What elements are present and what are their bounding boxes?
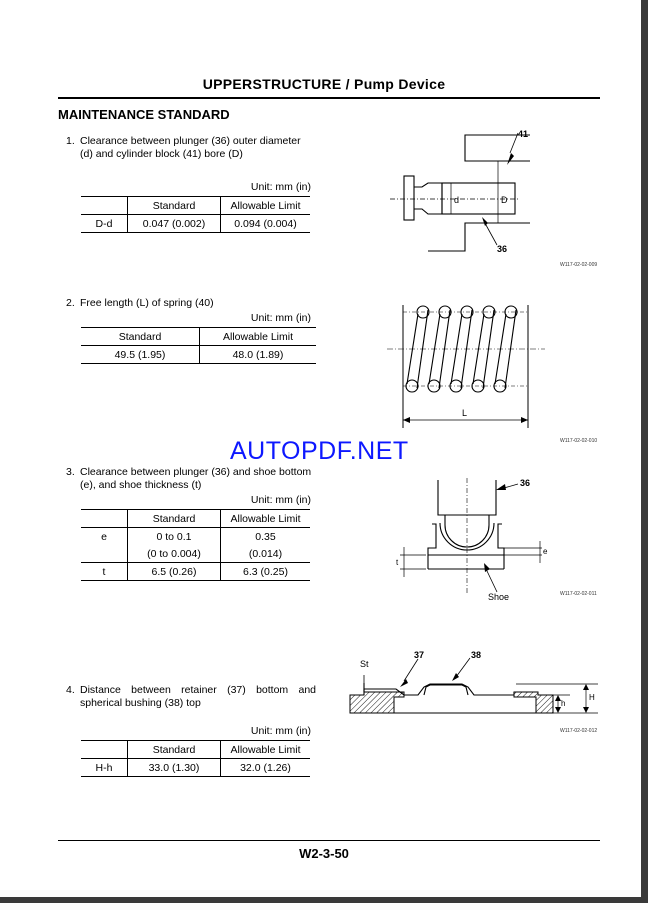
- item-1-limit-value: 0.094 (0.004): [221, 215, 311, 233]
- item-1-line-1: Clearance between plunger (36) outer diameter: [80, 135, 301, 147]
- spring-wire: [417, 310, 428, 388]
- item-2-text: [66, 296, 326, 312]
- item-4-standard-value: 33.0 (1.30): [128, 759, 221, 777]
- item-1-header-blank: [81, 197, 128, 215]
- item-3-row-e-limit: 0.35: [221, 528, 311, 546]
- figure-4-retainer-bushing: [348, 645, 598, 725]
- item-3-unit: Unit: mm (in): [250, 494, 311, 506]
- item-2-standard-value: 49.5 (1.95): [81, 346, 200, 364]
- spring-wire: [473, 314, 484, 384]
- item-1-number: 1.: [66, 135, 75, 147]
- figure-4-label-St: St: [360, 659, 369, 669]
- item-3-row-e-limit-in: (0.014): [221, 545, 311, 563]
- item-2-header-standard: Standard: [81, 328, 200, 346]
- spring-wire: [407, 314, 418, 384]
- item-3-row-e-standard-in: (0 to 0.004): [128, 545, 221, 563]
- item-1-text: [66, 134, 326, 164]
- item-3-header-limit: Allowable Limit: [221, 510, 311, 528]
- figure-3-label-t: t: [396, 558, 399, 567]
- item-1-line-2: (d) and cylinder block (41) bore (D): [80, 148, 243, 160]
- figure-2-label-L: L: [462, 408, 468, 418]
- page-frame-bottom: [0, 897, 648, 903]
- item-1-header-limit: Allowable Limit: [221, 197, 311, 215]
- item-3-row-t-limit: 6.3 (0.25): [221, 563, 311, 581]
- item-4-header-limit: Allowable Limit: [221, 741, 311, 759]
- item-4-header-blank: [81, 741, 128, 759]
- figure-1-label-36: 36: [497, 244, 508, 254]
- item-1-row-label: D-d: [81, 215, 128, 233]
- item-3-row-e-label: e: [101, 530, 107, 543]
- item-3-line-1: Clearance between plunger (36) and shoe bottom: [80, 466, 312, 478]
- figure-4-label-H: H: [589, 693, 595, 702]
- item-4-line-2: spherical bushing (38) top: [80, 697, 201, 709]
- item-3-row-t-label: t: [81, 563, 128, 581]
- item-4-unit: Unit: mm (in): [250, 725, 311, 737]
- item-1-table: [81, 196, 310, 233]
- item-2-number: 2.: [66, 297, 75, 309]
- figure-1-code: W117-02-02-009: [560, 262, 598, 268]
- figure-4-label-38: 38: [471, 650, 482, 660]
- item-3-row-t-standard: 6.5 (0.26): [128, 563, 221, 581]
- figure-3-label-36: 36: [520, 478, 531, 488]
- header-rule: [58, 97, 600, 99]
- item-4-table: [81, 740, 310, 777]
- item-4-number: 4.: [66, 684, 75, 696]
- item-4-header-standard: Standard: [128, 741, 221, 759]
- item-3-header-blank: [81, 510, 128, 528]
- item-3-row-e-label-cont: [81, 545, 128, 563]
- page-frame-right: [641, 0, 648, 903]
- spring-wire: [439, 310, 450, 388]
- section-title: MAINTENANCE STANDARD: [58, 107, 230, 122]
- item-1-header-standard: Standard: [128, 197, 221, 215]
- item-4-limit-value: 32.0 (1.26): [221, 759, 311, 777]
- item-3-row-e-standard: 0 to 0.1: [128, 528, 221, 546]
- item-3-line-2: (e), and shoe thickness (t): [80, 479, 202, 491]
- spring-wire: [451, 314, 462, 384]
- figure-1-label-D: D: [501, 195, 508, 205]
- figure-1-plunger-cylinder: [390, 125, 610, 275]
- footer-rule: [58, 840, 600, 841]
- page-header-title: UPPERSTRUCTURE / Pump Device: [202, 76, 446, 92]
- item-4-row-label: H-h: [81, 759, 128, 777]
- spring-wire: [429, 314, 440, 384]
- item-3-table: [81, 509, 310, 581]
- item-3-number: 3.: [66, 466, 75, 478]
- figure-3-label-shoe: Shoe: [488, 592, 510, 602]
- spring-wire: [483, 310, 494, 388]
- figure-2-spring: [385, 300, 545, 430]
- figure-2-code: W117-02-02-010: [560, 438, 598, 444]
- figure-3-label-e: e: [543, 547, 548, 556]
- figure-1-label-41: 41: [518, 129, 529, 139]
- item-1-standard-value: 0.047 (0.002): [128, 215, 221, 233]
- spring-wire: [495, 314, 506, 384]
- figure-4-code: W117-02-02-012: [560, 728, 598, 734]
- item-4-line-1: Distance between retainer (37) bottom and: [80, 684, 316, 696]
- item-2-table: [81, 327, 316, 364]
- item-2-header-limit: Allowable Limit: [200, 328, 317, 346]
- item-4-text: [66, 683, 316, 713]
- figure-1-label-d: d: [454, 195, 460, 205]
- item-3-text: [66, 465, 326, 495]
- item-1-unit: Unit: mm (in): [250, 181, 311, 193]
- spring-wire: [505, 310, 516, 388]
- figure-3-plunger-shoe: [392, 475, 562, 603]
- item-2-unit: Unit: mm (in): [250, 312, 311, 324]
- figure-3-code: W117-02-02-011: [560, 591, 597, 597]
- figure-4-label-h: h: [561, 699, 566, 708]
- item-2-line-1: Free length (L) of spring (40): [80, 297, 214, 309]
- watermark: AUTOPDF.NET: [230, 437, 409, 465]
- spring-wire: [461, 310, 472, 388]
- page-number: W2-3-50: [299, 846, 349, 861]
- item-2-limit-value: 48.0 (1.89): [200, 346, 317, 364]
- figure-4-label-37: 37: [414, 650, 425, 660]
- item-3-header-standard: Standard: [128, 510, 221, 528]
